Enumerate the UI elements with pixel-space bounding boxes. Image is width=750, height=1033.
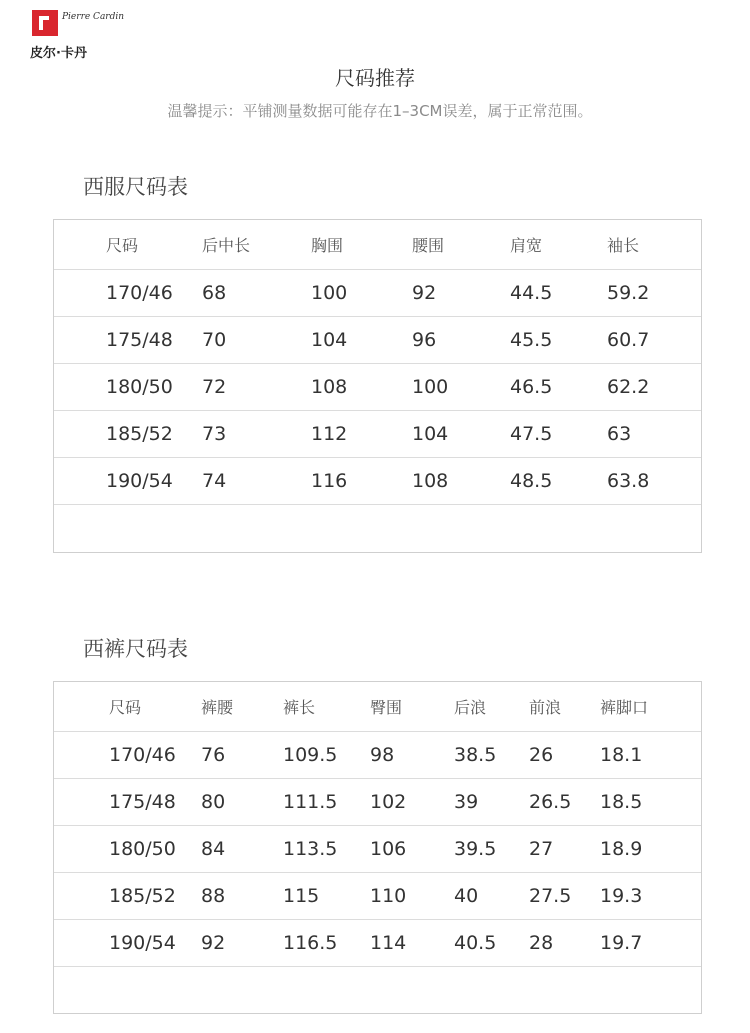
table-cell: 112 bbox=[311, 423, 348, 445]
table-cell: 40 bbox=[454, 885, 479, 907]
table-cell: 170/46 bbox=[109, 744, 176, 766]
table-cell: 116 bbox=[311, 470, 348, 492]
table-row bbox=[54, 364, 701, 411]
pants-section-title: 西裤尺码表 bbox=[83, 637, 188, 661]
table-row bbox=[54, 779, 701, 826]
table-cell: 190/54 bbox=[109, 932, 176, 954]
table-cell: 109.5 bbox=[283, 744, 338, 766]
table-cell: 108 bbox=[412, 470, 449, 492]
table-cell: 72 bbox=[202, 376, 227, 398]
page-title: 尺码推荐 bbox=[335, 66, 415, 90]
column-header: 尺码 bbox=[106, 236, 139, 255]
table-cell: 104 bbox=[412, 423, 449, 445]
table-cell: 63 bbox=[607, 423, 632, 445]
table-row bbox=[54, 732, 701, 779]
table-cell: 48.5 bbox=[510, 470, 553, 492]
table-cell: 175/48 bbox=[106, 329, 173, 351]
table-cell: 18.9 bbox=[600, 838, 643, 860]
column-header: 后中长 bbox=[202, 236, 251, 255]
table-cell: 116.5 bbox=[283, 932, 338, 954]
table-cell: 80 bbox=[201, 791, 226, 813]
table-cell: 44.5 bbox=[510, 282, 553, 304]
column-header: 肩宽 bbox=[510, 236, 543, 255]
table-cell: 59.2 bbox=[607, 282, 650, 304]
table-row bbox=[54, 458, 701, 505]
table-cell: 115 bbox=[283, 885, 320, 907]
table-cell: 39.5 bbox=[454, 838, 497, 860]
table-cell: 76 bbox=[201, 744, 226, 766]
table-cell: 170/46 bbox=[106, 282, 173, 304]
column-header: 袖长 bbox=[607, 236, 640, 255]
table-row bbox=[54, 920, 701, 967]
table-cell: 26.5 bbox=[529, 791, 572, 813]
table-cell: 175/48 bbox=[109, 791, 176, 813]
table-cell: 18.1 bbox=[600, 744, 643, 766]
table-cell: 40.5 bbox=[454, 932, 497, 954]
table-cell: 19.3 bbox=[600, 885, 643, 907]
brand-logo-name: 皮尔·卡丹 bbox=[30, 46, 87, 61]
table-cell: 111.5 bbox=[283, 791, 338, 813]
table-cell: 47.5 bbox=[510, 423, 553, 445]
table-cell: 180/50 bbox=[109, 838, 176, 860]
table-cell: 92 bbox=[201, 932, 226, 954]
table-cell: 98 bbox=[370, 744, 395, 766]
table-row bbox=[54, 873, 701, 920]
table-cell: 19.7 bbox=[600, 932, 643, 954]
pants-table-header bbox=[54, 682, 701, 732]
table-cell: 110 bbox=[370, 885, 407, 907]
column-header: 胸围 bbox=[311, 236, 344, 255]
table-cell: 27.5 bbox=[529, 885, 572, 907]
table-cell: 113.5 bbox=[283, 838, 338, 860]
table-cell: 96 bbox=[412, 329, 437, 351]
table-cell: 26 bbox=[529, 744, 554, 766]
table-cell: 88 bbox=[201, 885, 226, 907]
table-cell: 39 bbox=[454, 791, 479, 813]
table-cell: 62.2 bbox=[607, 376, 650, 398]
table-cell: 108 bbox=[311, 376, 348, 398]
table-cell: 68 bbox=[202, 282, 227, 304]
table-cell: 102 bbox=[370, 791, 407, 813]
table-cell: 60.7 bbox=[607, 329, 650, 351]
brand-logo bbox=[26, 8, 125, 61]
table-row bbox=[54, 270, 701, 317]
table-cell: 185/52 bbox=[106, 423, 173, 445]
table-cell: 106 bbox=[370, 838, 407, 860]
column-header: 裤脚口 bbox=[600, 698, 649, 717]
column-header: 腰围 bbox=[412, 236, 445, 255]
table-row bbox=[54, 317, 701, 364]
table-row bbox=[54, 826, 701, 873]
table-cell: 180/50 bbox=[106, 376, 173, 398]
suit-table-header bbox=[54, 220, 701, 270]
table-cell: 18.5 bbox=[600, 791, 643, 813]
table-cell: 100 bbox=[311, 282, 348, 304]
table-cell: 27 bbox=[529, 838, 554, 860]
column-header: 裤腰 bbox=[201, 698, 234, 717]
table-cell: 92 bbox=[412, 282, 437, 304]
column-header: 后浪 bbox=[454, 698, 487, 717]
empty-row bbox=[54, 505, 701, 552]
table-cell: 74 bbox=[202, 470, 227, 492]
table-cell: 190/54 bbox=[106, 470, 173, 492]
table-cell: 46.5 bbox=[510, 376, 553, 398]
brand-logo-icon bbox=[32, 10, 58, 36]
brand-logo-script: Pierre Cardin bbox=[62, 12, 125, 22]
table-cell: 185/52 bbox=[109, 885, 176, 907]
column-header: 前浪 bbox=[529, 698, 562, 717]
empty-row bbox=[54, 967, 701, 1014]
table-cell: 63.8 bbox=[607, 470, 650, 492]
table-cell: 73 bbox=[202, 423, 227, 445]
table-row bbox=[54, 411, 701, 458]
column-header: 尺码 bbox=[109, 698, 142, 717]
table-cell: 45.5 bbox=[510, 329, 553, 351]
table-cell: 104 bbox=[311, 329, 348, 351]
table-cell: 114 bbox=[370, 932, 407, 954]
column-header: 裤长 bbox=[283, 698, 316, 717]
page-subtitle: 温馨提示：平铺测量数据可能存在1–3CM误差，属于正常范围。 bbox=[167, 102, 593, 120]
column-header: 臀围 bbox=[370, 698, 403, 717]
table-cell: 38.5 bbox=[454, 744, 497, 766]
table-cell: 84 bbox=[201, 838, 226, 860]
table-cell: 70 bbox=[202, 329, 227, 351]
pants-size-table bbox=[53, 681, 702, 1014]
table-cell: 100 bbox=[412, 376, 449, 398]
table-cell: 28 bbox=[529, 932, 554, 954]
suit-size-table bbox=[53, 219, 702, 553]
suit-section-title: 西服尺码表 bbox=[83, 175, 188, 199]
